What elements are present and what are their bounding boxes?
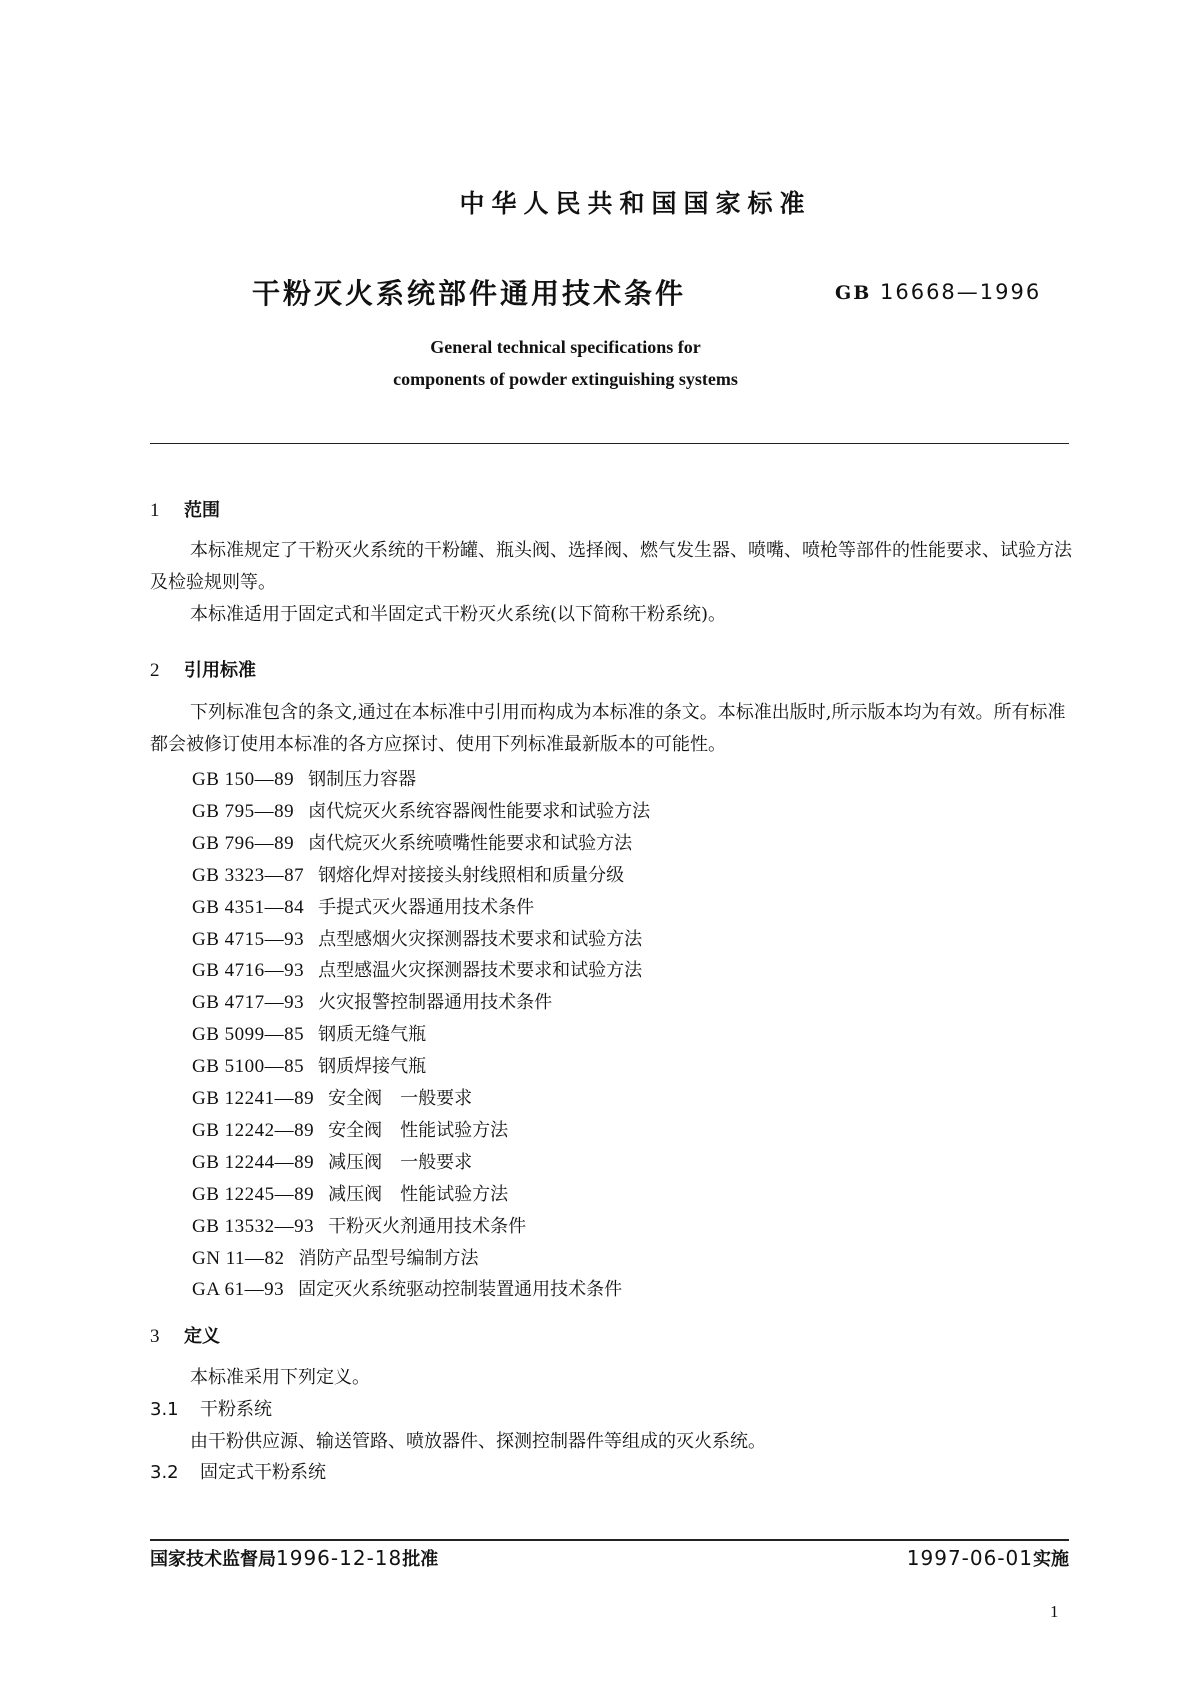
reference-code: GB 12241—89 bbox=[192, 1088, 315, 1109]
section-2-heading bbox=[150, 656, 256, 682]
header-divider bbox=[150, 443, 1069, 444]
reference-code: GB 150—89 bbox=[192, 769, 295, 790]
standard-code-number: 16668—1996 bbox=[879, 280, 1042, 304]
reference-code: GB 795—89 bbox=[192, 800, 295, 822]
reference-name: 钢质无缝气瓶 bbox=[318, 1024, 427, 1046]
reference-item bbox=[192, 925, 642, 951]
reference-name: 安全阀 性能试验方法 bbox=[328, 1119, 509, 1141]
reference-name: 固定灭火系统驱动控制装置通用技术条件 bbox=[298, 1279, 623, 1301]
reference-code: GA 61—93 bbox=[192, 1279, 285, 1301]
reference-code: GB 12242—89 bbox=[192, 1119, 315, 1141]
reference-name: 点型感温火灾探测器技术要求和试验方法 bbox=[318, 960, 643, 982]
reference-item bbox=[192, 1212, 526, 1238]
reference-name: 钢质焊接气瓶 bbox=[318, 1056, 427, 1078]
reference-item bbox=[192, 797, 650, 823]
reference-code: GB 3323—87 bbox=[192, 864, 305, 886]
reference-name: 火灾报警控制器通用技术条件 bbox=[318, 992, 553, 1014]
reference-code: GB 4715—93 bbox=[192, 928, 305, 950]
reference-code: GB 12245—89 bbox=[192, 1183, 315, 1205]
standard-code bbox=[835, 280, 1041, 304]
reference-item bbox=[192, 1020, 426, 1046]
reference-name: 干粉灭火剂通用技术条件 bbox=[328, 1215, 527, 1237]
section-1-heading bbox=[150, 496, 220, 522]
reference-code: GB 12244—89 bbox=[192, 1151, 315, 1173]
reference-code: GB 4716—93 bbox=[192, 960, 305, 982]
section-2-paragraph-1-text: 下列标准包含的条文,通过在本标准中引用而构成为本标准的条文。本标准出版时,所示版本均为有效。所有标准都会被修订使用本标准的各方应探讨、使用下列标准最新版本的可能性。 bbox=[150, 702, 1066, 755]
reference-item bbox=[192, 893, 534, 919]
standard-code-prefix: GB bbox=[835, 282, 872, 304]
approval-line bbox=[150, 1545, 438, 1571]
subsection-3-1-number: 3.1 bbox=[150, 1399, 179, 1420]
footer-divider bbox=[150, 1539, 1069, 1541]
reference-item bbox=[192, 1052, 426, 1078]
reference-item bbox=[192, 829, 632, 855]
reference-code: GB 4717—93 bbox=[192, 992, 305, 1014]
section-3-number: 3 bbox=[150, 1326, 160, 1347]
approval-date: 1996-12-18 bbox=[276, 1546, 403, 1570]
reference-code: GB 4351—84 bbox=[192, 896, 305, 918]
reference-name: 钢熔化焊对接接头射线照相和质量分级 bbox=[318, 864, 625, 886]
section-1-title: 范围 bbox=[184, 500, 220, 521]
subsection-3-2-title: 固定式干粉系统 bbox=[200, 1462, 326, 1483]
section-3-paragraph-1: 本标准采用下列定义。 bbox=[190, 1367, 370, 1388]
reference-item bbox=[192, 988, 552, 1014]
reference-item bbox=[192, 1084, 472, 1110]
national-standard-heading: 中华人民共和国国家标准 bbox=[459, 189, 812, 218]
effective-line bbox=[907, 1545, 1069, 1571]
reference-code: GB 13532—93 bbox=[192, 1215, 315, 1237]
section-3-heading bbox=[150, 1322, 220, 1348]
reference-item bbox=[192, 1244, 479, 1270]
reference-name: 手提式灭火器通用技术条件 bbox=[318, 896, 535, 918]
section-2-paragraph-1 bbox=[150, 697, 1080, 761]
section-1-paragraph-1-text: 本标准规定了干粉灭火系统的干粉罐、瓶头阀、选择阀、燃气发生器、喷嘴、喷枪等部件的性能要求、试验方法及检验规则等。 bbox=[150, 540, 1072, 593]
section-1-number: 1 bbox=[150, 500, 160, 521]
document-title-en-line2: components of powder extinguishing systems bbox=[393, 369, 738, 389]
reference-item bbox=[192, 1148, 472, 1174]
reference-name: 钢制压力容器 bbox=[308, 769, 417, 790]
reference-item bbox=[192, 861, 624, 887]
subsection-3-2-number: 3.2 bbox=[150, 1462, 179, 1483]
reference-code: GB 5099—85 bbox=[192, 1024, 305, 1046]
subsection-3-1-title: 干粉系统 bbox=[200, 1399, 272, 1420]
reference-item bbox=[192, 1180, 508, 1206]
reference-item bbox=[192, 1275, 622, 1301]
section-1-paragraph-1 bbox=[150, 535, 1080, 599]
reference-name: 点型感烟火灾探测器技术要求和试验方法 bbox=[318, 928, 643, 950]
approval-suffix: 批准 bbox=[402, 1549, 439, 1570]
page-number: 1 bbox=[1050, 1602, 1059, 1621]
section-2-number: 2 bbox=[150, 660, 160, 681]
reference-item bbox=[192, 956, 642, 982]
section-1-paragraph-2: 本标准适用于固定式和半固定式干粉灭火系统(以下简称干粉系统)。 bbox=[190, 604, 727, 625]
reference-code: GN 11—82 bbox=[192, 1247, 285, 1269]
subsection-3-1-text: 由干粉供应源、输送管路、喷放器件、探测控制器件等组成的灭火系统。 bbox=[190, 1431, 766, 1452]
document-title-cn: 干粉灭火系统部件通用技术条件 bbox=[252, 277, 687, 310]
section-3-title: 定义 bbox=[184, 1326, 220, 1347]
reference-name: 减压阀 一般要求 bbox=[328, 1151, 473, 1173]
subsection-3-2-heading bbox=[150, 1458, 326, 1484]
effective-suffix: 实施 bbox=[1033, 1549, 1069, 1570]
reference-code: GB 796—89 bbox=[192, 832, 295, 854]
reference-item bbox=[192, 765, 416, 791]
reference-name: 减压阀 性能试验方法 bbox=[328, 1183, 509, 1205]
document-title-en-line1: General technical specifications for bbox=[430, 337, 701, 357]
reference-code: GB 5100—85 bbox=[192, 1056, 305, 1078]
reference-name: 消防产品型号编制方法 bbox=[298, 1247, 479, 1269]
subsection-3-1-heading bbox=[150, 1395, 272, 1421]
effective-date: 1997-06-01 bbox=[906, 1546, 1033, 1570]
reference-item bbox=[192, 1116, 508, 1142]
reference-name: 卤代烷灭火系统喷嘴性能要求和试验方法 bbox=[308, 832, 633, 854]
reference-name: 卤代烷灭火系统容器阀性能要求和试验方法 bbox=[308, 800, 651, 822]
section-2-title: 引用标准 bbox=[184, 660, 256, 681]
approval-authority: 国家技术监督局 bbox=[150, 1549, 276, 1570]
reference-name: 安全阀 一般要求 bbox=[328, 1088, 473, 1109]
